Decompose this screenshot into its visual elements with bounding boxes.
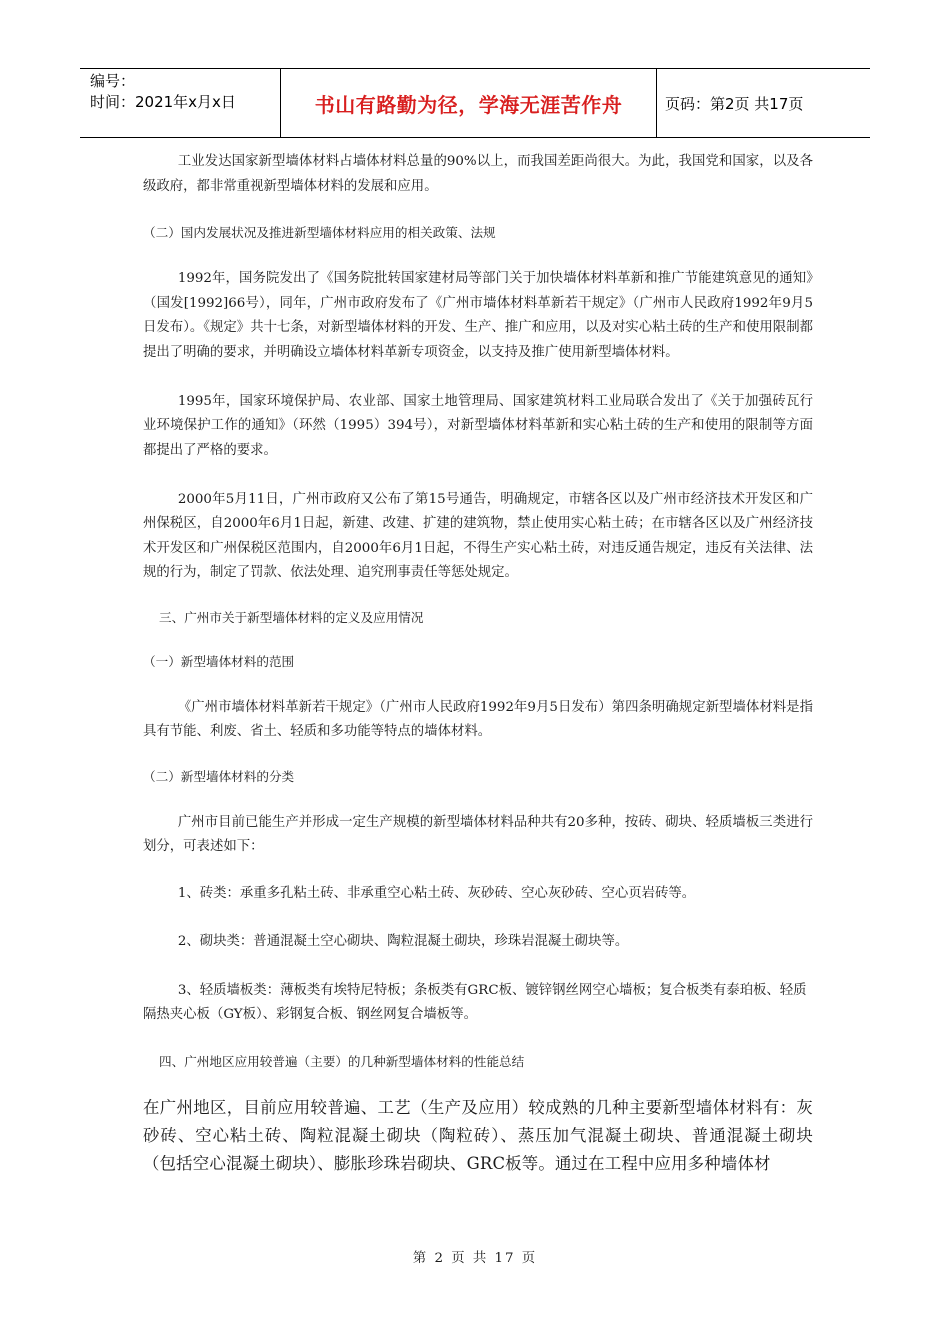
- header-page-number: 页码：第2页 共17页: [665, 94, 804, 113]
- list-item: 1、砖类：承重多孔粘土砖、非承重空心粘土砖、灰砂砖、空心灰砂砖、空心页岩砖等。: [177, 885, 696, 901]
- document-body: [143, 150, 813, 1178]
- section-heading: （二）国内发展状况及推进新型墙体材料应用的相关政策、法规: [143, 225, 496, 240]
- paragraph: 在广州地区，目前应用较普遍、工艺（生产及应用）较成熟的几种主要新型墙体材料有：灰砂砖、空心粘土砖、陶粒混凝土砌块（陶粒砖）、蒸压加气混凝土砌块、普通混凝土砌块（包括空心混凝土砌块）、膨胀珍珠岩砌块、GRC板等。通过在工程中应用多种墙体材: [143, 1097, 813, 1173]
- header-motto: 书山有路勤为径，学海无涯苦作舟: [280, 69, 657, 137]
- document-time-label: 时间：2021年x月x日: [90, 93, 236, 111]
- section-heading: 三、广州市关于新型墙体材料的定义及应用情况: [159, 609, 424, 625]
- section-heading: （二）新型墙体材料的分类: [143, 768, 295, 784]
- paragraph: 2000年5月11日，广州市政府又公布了第15号通告，明确规定，市辖各区以及广州市经济技术开发区和广州保税区，自2000年6月1日起，新建、改建、扩建的建筑物，禁止使用实心粘土砖；在市辖各区以及广州经济技术开发区和广州保税区范围内，自2000年6月1日起，不得生产实心粘土砖，对违反通告规定，违反有关法律、法规的行为，制定了罚款、依法处理、追究刑事责任等惩处规定。: [143, 491, 813, 580]
- document-number-label: 编号：: [90, 72, 136, 90]
- paragraph: 1992年，国务院发出了《国务院批转国家建材局等部门关于加快墙体材料革新和推广节能建筑意见的通知》（国发[1992]66号），同年，广州市政府发布了《广州市墙体材料革新若干规定》（广州市人民政府1992年9月5日发布）。《规定》共十七条，对新型墙体材料的开发、生产、推广和应用，以及对实心粘土砖的生产和使用限制都提出了明确的要求，并明确设立墙体材料革新专项资金，以支持及推广使用新型墙体材料。: [143, 271, 813, 360]
- paragraph: 广州市目前已能生产并形成一定生产规模的新型墙体材料品种共有20多种，按砖、砌块、轻质墙板三类进行划分，可表述如下：: [143, 814, 813, 854]
- section-heading: 四、广州地区应用较普遍（主要）的几种新型墙体材料的性能总结: [159, 1053, 525, 1069]
- list-item: 3、轻质墙板类：薄板类有埃特尼特板；条板类有GRC板、镀锌钢丝网空心墙板；复合板类有泰珀板、轻质隔热夹心板（GY板）、彩钢复合板、钢丝网复合墙板等。: [143, 982, 807, 1022]
- list-item: 2、砌块类：普通混凝土空心砌块、陶粒混凝土砌块，珍珠岩混凝土砌块等。: [177, 934, 629, 949]
- section-heading: （一）新型墙体材料的范围: [143, 653, 295, 669]
- paragraph: 1995年，国家环境保护局、农业部、国家土地管理局、国家建筑材料工业局联合发出了《关于加强砖瓦行业环境保护工作的通知》（环然（1995）394号），对新型墙体材料革新和实心粘土砖的生产和使用的限制等方面都提出了严格的要求。: [143, 393, 813, 458]
- page-footer: 第 2 页 共 17 页: [412, 1251, 538, 1266]
- page-header: [80, 68, 870, 138]
- paragraph: 工业发达国家新型墙体材料占墙体材料总量的90%以上，而我国差距尚很大。为此，我国党和国家，以及各级政府，都非常重视新型墙体材料的发展和应用。: [143, 154, 813, 194]
- paragraph: 《广州市墙体材料革新若干规定》（广州市人民政府1992年9月5日发布）第四条明确规定新型墙体材料是指具有节能、利废、省土、轻质和多功能等特点的墙体材料。: [143, 699, 813, 739]
- header-meta: [80, 69, 280, 137]
